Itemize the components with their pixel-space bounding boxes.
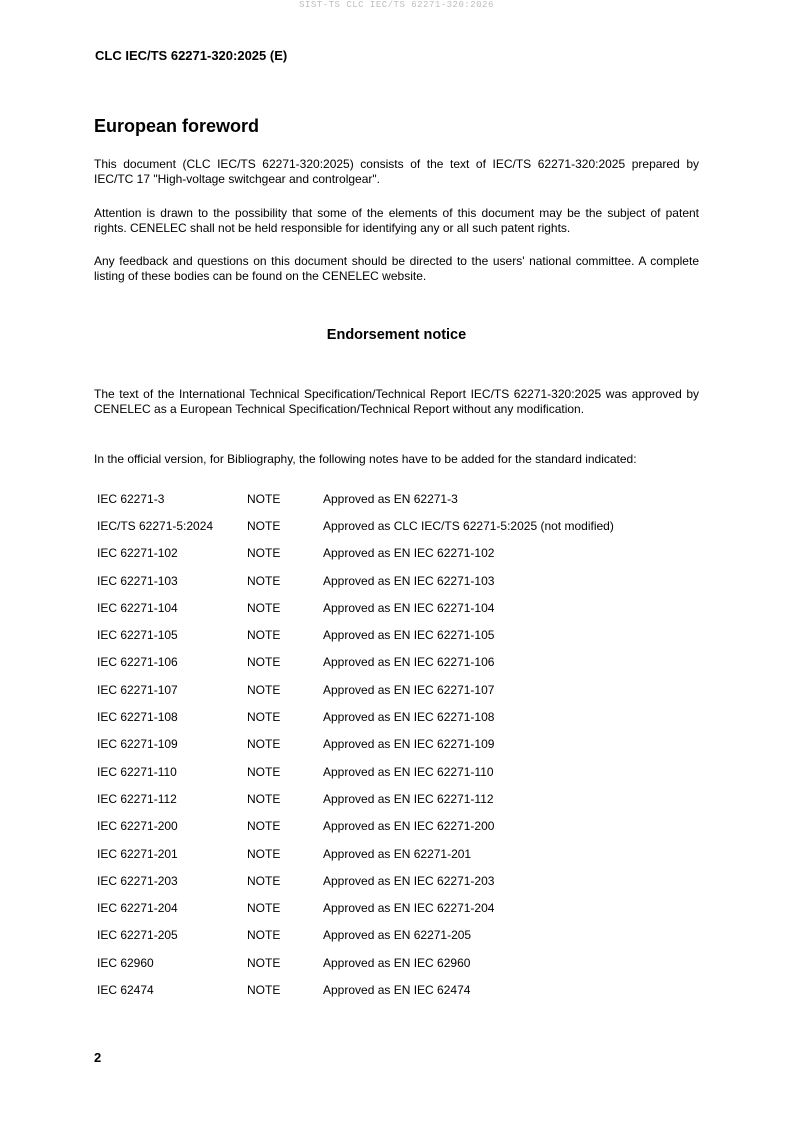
standard-cell: IEC 62271-105 [97, 628, 178, 643]
note-cell: NOTE [247, 764, 281, 779]
note-cell: NOTE [247, 791, 281, 806]
standard-cell: IEC 62474 [97, 982, 154, 997]
note-cell: NOTE [247, 546, 281, 561]
foreword-title: European foreword [94, 116, 260, 136]
foreword-paragraph: Attention is drawn to the possibility that some of the elements of this document may be the subject of patent rights. CENELEC shall not be held responsible for identifying any or all such patent rights. [94, 206, 699, 235]
approval-cell: Approved as EN IEC 62271-105 [323, 628, 495, 643]
note-cell: NOTE [247, 873, 281, 888]
standard-cell: IEC 62271-102 [97, 546, 178, 561]
approval-cell: Approved as EN 62271-205 [323, 928, 472, 943]
table-row [95, 649, 703, 676]
approval-cell: Approved as EN IEC 62271-109 [323, 737, 495, 752]
approval-cell: Approved as EN 62271-3 [323, 491, 458, 506]
endorsement-paragraph: The text of the International Technical Specification/Technical Report IEC/TS 62271-320:2025 was approved by CENELEC as a European Technical Specification/Technical Report without any modification. [94, 387, 699, 416]
approval-cell: Approved as EN IEC 62271-106 [323, 655, 495, 670]
foreword-paragraph: Any feedback and questions on this document should be directed to the users' national committee. A complete listing of these bodies can be found on the CENELEC website. [94, 254, 699, 283]
note-cell: NOTE [247, 846, 281, 861]
note-cell: NOTE [247, 573, 281, 588]
approval-cell: Approved as EN IEC 62271-103 [323, 573, 495, 588]
table-row [95, 594, 703, 621]
standard-cell: IEC 62271-3 [97, 491, 165, 506]
note-cell: NOTE [247, 737, 281, 752]
table-row [95, 731, 703, 758]
endorsement-title: Endorsement notice [326, 327, 467, 343]
foreword-paragraph: This document (CLC IEC/TS 62271-320:2025) consists of the text of IEC/TS 62271-320:2025 prepared by IEC/TC 17 "High-voltage switchgear and controlgear". [94, 157, 699, 186]
endorsement-paragraph: In the official version, for Bibliography, the following notes have to be added for the standard indicated: [94, 452, 637, 466]
note-cell: NOTE [247, 819, 281, 834]
table-row [95, 758, 703, 785]
note-cell: NOTE [247, 518, 281, 533]
standard-cell: IEC 62271-107 [97, 682, 178, 697]
standard-cell: IEC 62271-106 [97, 655, 178, 670]
table-row [95, 813, 703, 840]
standard-cell: IEC 62271-201 [97, 846, 178, 861]
note-cell: NOTE [247, 628, 281, 643]
approval-cell: Approved as EN IEC 62271-104 [323, 600, 495, 615]
note-cell: NOTE [247, 901, 281, 916]
note-cell: NOTE [247, 928, 281, 943]
watermark: SIST-TS CLC IEC/TS 62271-320:2026 [299, 0, 494, 10]
standard-cell: IEC 62271-112 [97, 791, 177, 806]
standard-cell: IEC 62271-110 [97, 764, 177, 779]
table-row [95, 540, 703, 567]
approval-cell: Approved as EN IEC 62271-108 [323, 710, 495, 725]
table-row [95, 785, 703, 812]
table-row [95, 621, 703, 648]
table-row [95, 976, 703, 1003]
table-row [95, 840, 703, 867]
standard-cell: IEC 62271-104 [97, 600, 178, 615]
table-row [95, 676, 703, 703]
approval-cell: Approved as EN 62271-201 [323, 846, 472, 861]
standard-cell: IEC 62271-200 [97, 819, 178, 834]
table-row [95, 703, 703, 730]
note-cell: NOTE [247, 682, 281, 697]
note-cell: NOTE [247, 491, 281, 506]
standard-cell: IEC 62960 [97, 955, 154, 970]
approval-cell: Approved as EN IEC 62271-204 [323, 901, 495, 916]
standard-cell: IEC 62271-204 [97, 901, 178, 916]
note-cell: NOTE [247, 955, 281, 970]
approval-cell: Approved as EN IEC 62271-107 [323, 682, 495, 697]
note-cell: NOTE [247, 600, 281, 615]
table-row [95, 567, 703, 594]
standard-cell: IEC 62271-205 [97, 928, 178, 943]
table-row [95, 949, 703, 976]
standard-cell: IEC 62271-108 [97, 710, 178, 725]
note-cell: NOTE [247, 982, 281, 997]
approval-cell: Approved as EN IEC 62271-112 [323, 791, 494, 806]
note-cell: NOTE [247, 710, 281, 725]
approval-cell: Approved as EN IEC 62960 [323, 955, 471, 970]
approval-cell: Approved as EN IEC 62474 [323, 982, 471, 997]
approval-cell: Approved as EN IEC 62271-110 [323, 764, 494, 779]
table-row [95, 894, 703, 921]
bibliography-notes-table [95, 485, 703, 1004]
page-number: 2 [94, 1050, 102, 1065]
document-id: CLC IEC/TS 62271-320:2025 (E) [95, 48, 288, 63]
standard-cell: IEC 62271-109 [97, 737, 178, 752]
note-cell: NOTE [247, 655, 281, 670]
table-row [95, 512, 703, 539]
standard-cell: IEC 62271-203 [97, 873, 178, 888]
approval-cell: Approved as CLC IEC/TS 62271-5:2025 (not modified) [323, 518, 614, 533]
table-row [95, 922, 703, 949]
approval-cell: Approved as EN IEC 62271-203 [323, 873, 495, 888]
approval-cell: Approved as EN IEC 62271-200 [323, 819, 495, 834]
approval-cell: Approved as EN IEC 62271-102 [323, 546, 495, 561]
standard-cell: IEC 62271-103 [97, 573, 178, 588]
table-row [95, 485, 703, 512]
standard-cell: IEC/TS 62271-5:2024 [97, 518, 214, 533]
table-row [95, 867, 703, 894]
